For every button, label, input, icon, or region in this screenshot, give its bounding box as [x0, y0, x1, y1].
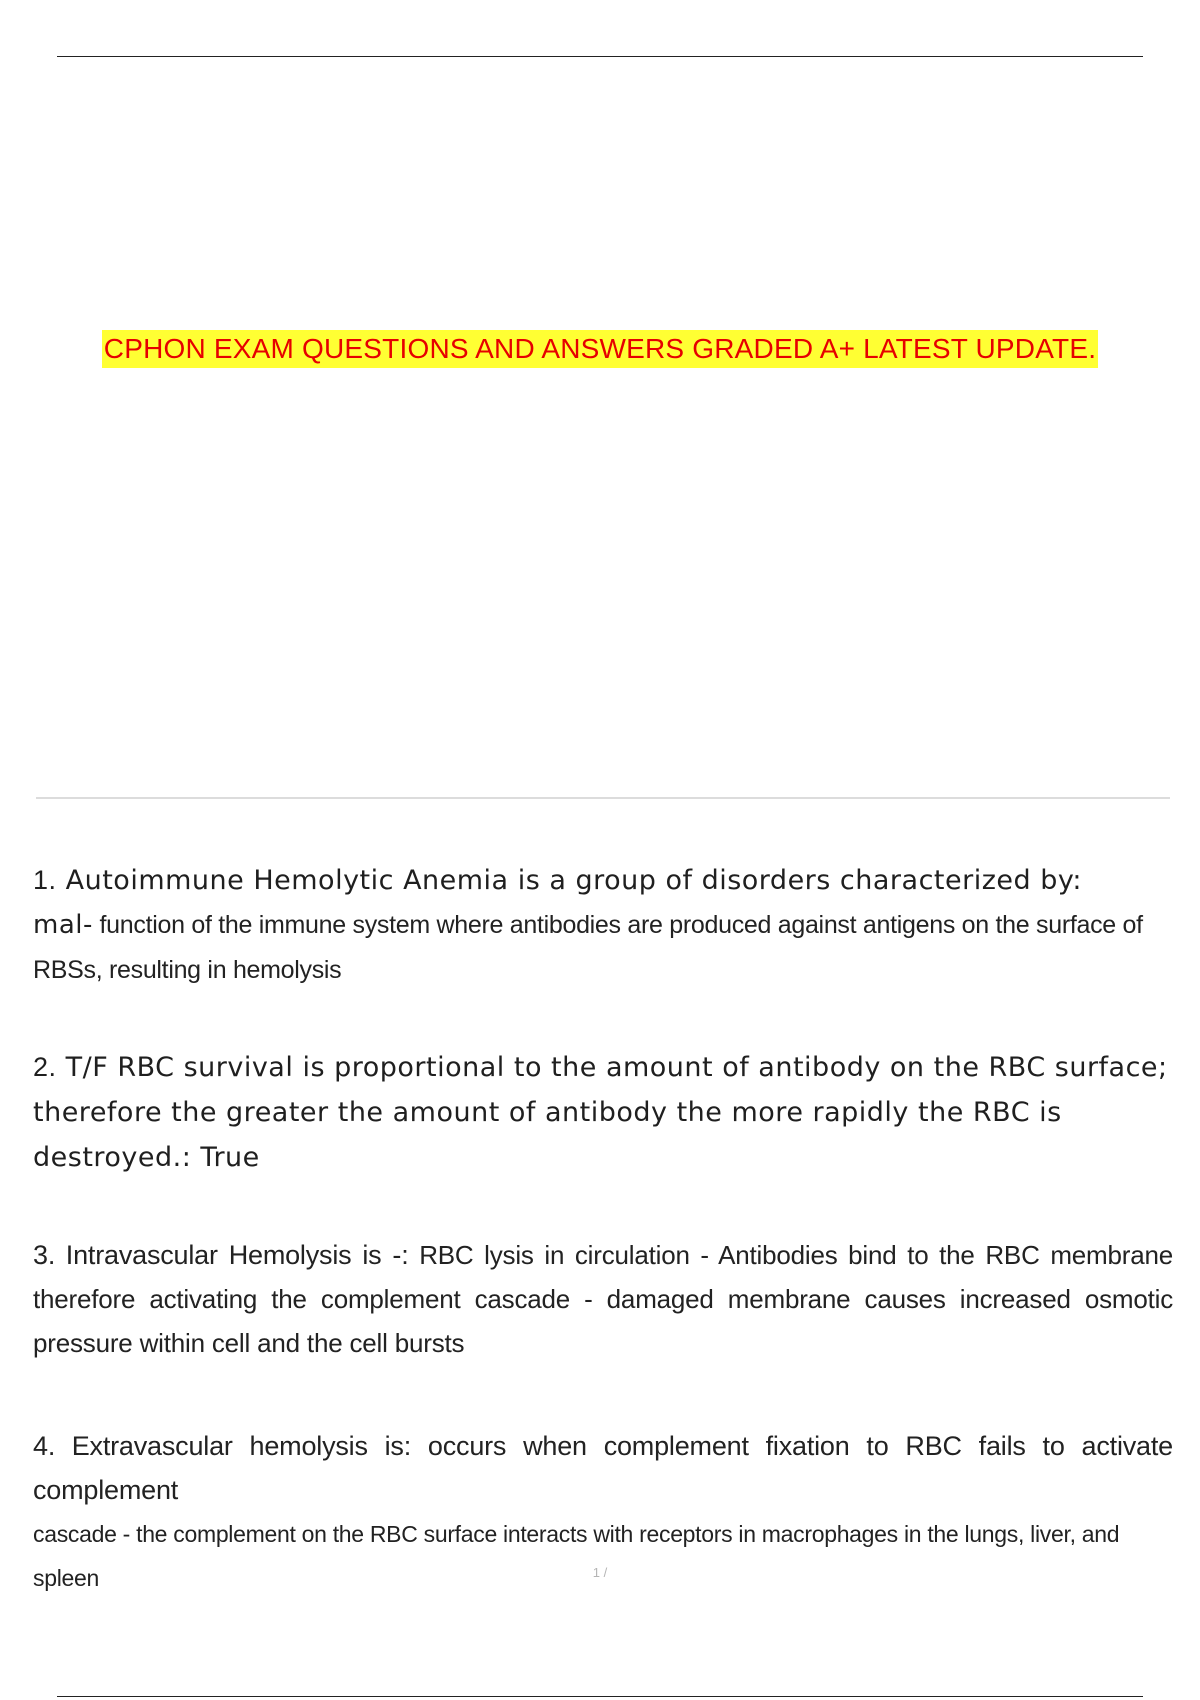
question-1-answer-lead: mal- — [33, 910, 93, 940]
title-container — [0, 330, 1200, 368]
question-1 — [33, 858, 1173, 992]
question-4-answer: cascade - the complement on the RBC surface interacts with receptors in macrophages in the lungs, liver, and spleen — [33, 1521, 1120, 1591]
bottom-rule — [57, 1696, 1143, 1697]
document-title: CPHON EXAM QUESTIONS AND ANSWERS GRADED A+ LATEST UPDATE. — [102, 330, 1098, 368]
question-1-answer-text: function of the immune system where antibodies are produced against antigens on the surface of RBSs, resulting in hemolysis — [33, 911, 1143, 984]
question-2 — [33, 1045, 1173, 1180]
question-1-prompt: Autoimmune Hemolytic Anemia is a group of disorders characterized by: — [65, 865, 1082, 896]
question-3-prompt: Intravascular Hemolysis is -: — [65, 1240, 409, 1270]
question-1-number: 1. — [33, 865, 57, 895]
question-4-prompt: Extravascular hemolysis is: occurs when complement fixation to RBC fails to activate complement — [33, 1431, 1173, 1505]
question-1-answer — [33, 903, 1173, 992]
page-number: 1 / — [592, 1565, 608, 1580]
question-3-answer: RBC lysis in circulation - Antibodies bind to the RBC membrane therefore activating the complement cascade - damaged membrane causes increased osmotic pressure within cell and the cell bursts — [33, 1240, 1173, 1358]
section-divider — [36, 797, 1170, 799]
question-1-text — [33, 858, 1173, 903]
question-3 — [33, 1233, 1173, 1365]
question-2-text — [33, 1045, 1173, 1180]
top-rule — [57, 56, 1143, 57]
question-2-number: 2. — [33, 1052, 57, 1082]
question-3-number: 3. — [33, 1240, 56, 1270]
question-3-text — [33, 1233, 1173, 1365]
question-4-number: 4. — [33, 1431, 56, 1461]
question-2-prompt: T/F RBC survival is proportional to the amount of antibody on the RBC surface; therefore the greater the amount of antibody the more rapidly the RBC is destroyed.: True — [33, 1052, 1168, 1173]
question-4-text — [33, 1424, 1173, 1512]
